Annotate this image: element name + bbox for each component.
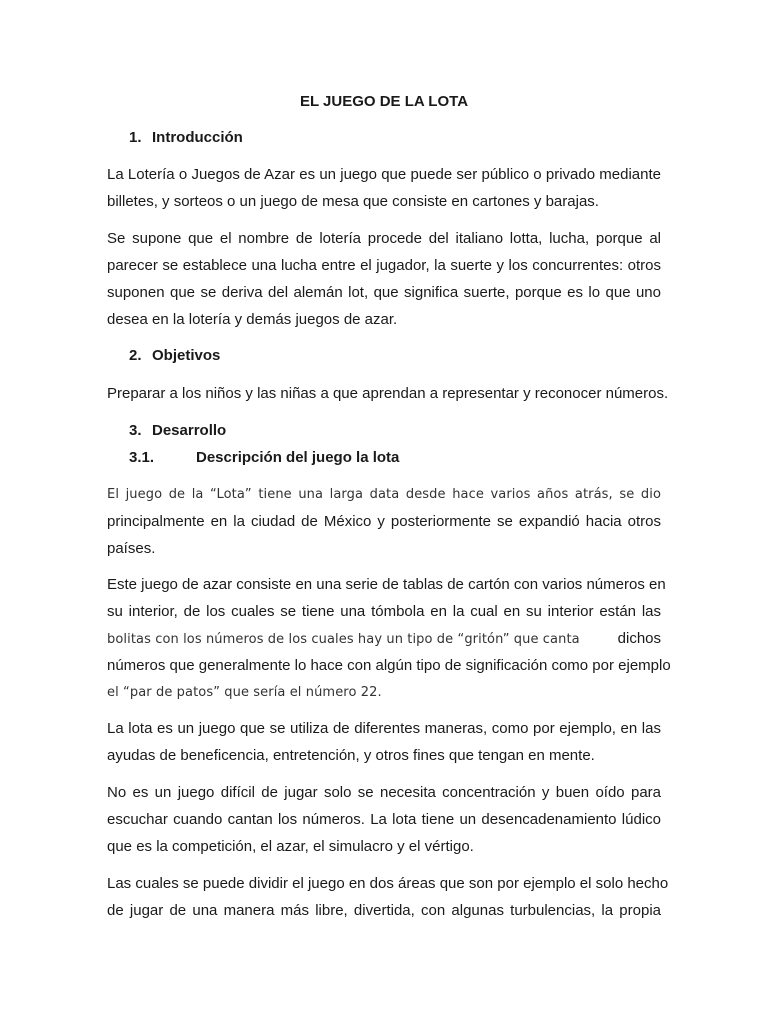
section-title: Introducción: [152, 129, 243, 146]
subsection-title: Descripción del juego la lota: [196, 449, 400, 466]
section-heading-desarrollo: [129, 421, 226, 441]
subsection-heading-descripcion: [129, 448, 399, 468]
paragraph-line: su interior, de los cuales se tiene una tómbola en la cual en su interior están las: [107, 603, 661, 620]
section-title: Objetivos: [152, 347, 221, 364]
paragraph-line: ayudas de beneficencia, entretención, y otros fines que tengan en mente.: [107, 747, 595, 764]
paragraph-line: Las cuales se puede dividir el juego en dos áreas que son por ejemplo el solo hecho: [107, 875, 669, 892]
section-title: Desarrollo: [152, 422, 227, 439]
section-heading-objetivos: [129, 346, 220, 366]
paragraph-line: desea en la lotería y demás juegos de azar.: [107, 311, 398, 328]
paragraph-line: El juego de la “Lota” tiene una larga data desde hace varios años atrás, se dio: [107, 487, 661, 502]
paragraph-line: el “par de patos” que sería el número 22.: [107, 685, 382, 700]
paragraph-line: parecer se establece una lucha entre el jugador, la suerte y los concurrentes: otros: [107, 257, 661, 274]
section-number: 2.: [129, 347, 142, 364]
paragraph-line: principalmente en la ciudad de México y posteriormente se expandió hacia otros: [107, 513, 661, 530]
section-heading-introduccion: [129, 128, 243, 148]
paragraph-line: que es la competición, el azar, el simulacro y el vértigo.: [107, 838, 474, 855]
paragraph-line: de jugar de una manera más libre, divertida, con algunas turbulencias, la propia: [107, 902, 661, 919]
paragraph-line: Este juego de azar consiste en una serie de tablas de cartón con varios números en: [107, 576, 666, 593]
paragraph-fragment: bolitas con los números de los cuales hay un tipo de “gritón” que canta: [107, 632, 580, 647]
paragraph-line: billetes, y sorteos o un juego de mesa que consiste en cartones y barajas.: [107, 193, 599, 210]
paragraph-line: La lota es un juego que se utiliza de diferentes maneras, como por ejemplo, en las: [107, 720, 661, 737]
paragraph-fragment: dichos: [617, 630, 661, 647]
paragraph-line: Preparar a los niños y las niñas a que aprendan a representar y reconocer números.: [107, 385, 669, 402]
paragraph-line: países.: [107, 540, 156, 557]
subsection-number: 3.1.: [129, 449, 155, 466]
paragraph-line: La Lotería o Juegos de Azar es un juego que puede ser público o privado mediante: [107, 166, 661, 183]
paragraph-line: escuchar cuando cantan los números. La lota tiene un desencadenamiento lúdico: [107, 811, 661, 828]
section-number: 3.: [129, 422, 142, 439]
paragraph-line-mixed: [107, 629, 661, 650]
paragraph-line: números que generalmente lo hace con algún tipo de significación como por ejemplo: [107, 657, 671, 674]
document-title: EL JUEGO DE LA LOTA: [299, 93, 469, 110]
paragraph-line: No es un juego difícil de jugar solo se necesita concentración y buen oído para: [107, 784, 661, 801]
paragraph-line: Se supone que el nombre de lotería procede del italiano lotta, lucha, porque al: [107, 230, 661, 247]
section-number: 1.: [129, 129, 142, 146]
paragraph-line: suponen que se deriva del alemán lot, que significa suerte, porque es lo que uno: [107, 284, 661, 301]
